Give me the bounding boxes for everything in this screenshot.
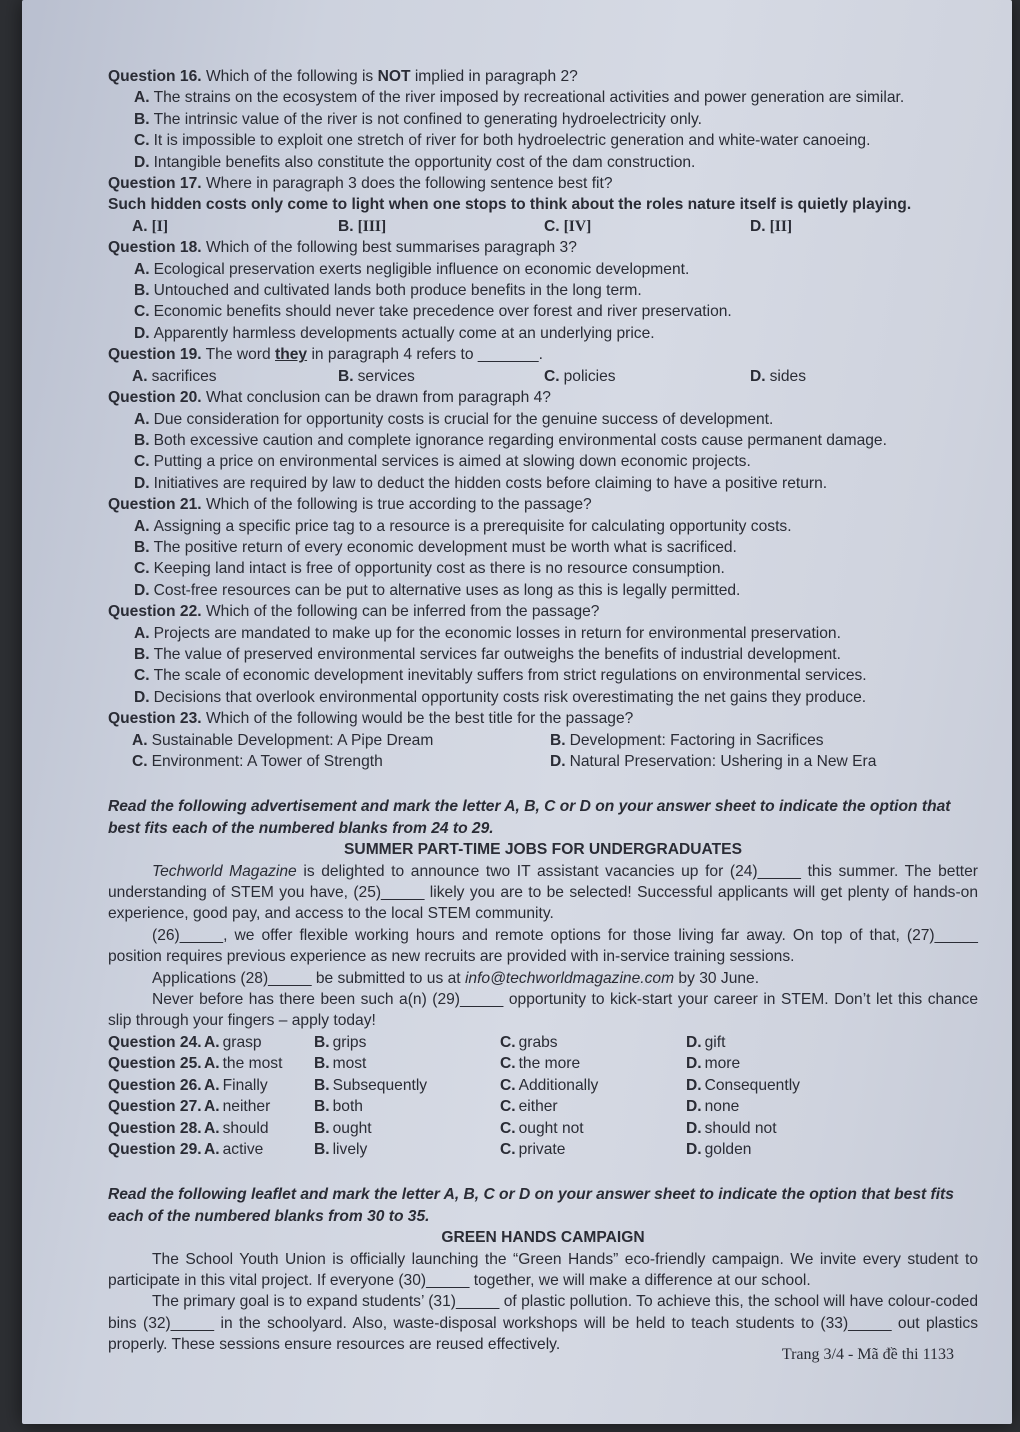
option-25c[interactable] (500, 1053, 686, 1074)
question-stem: in paragraph 4 refers to _______. (311, 346, 543, 364)
question-label: Question 28. (108, 1119, 202, 1137)
paragraph-text: is delighted to announce two IT assistant vacancies up for (24)_____ this summer. The better understanding of STEM you have, (25)_____ likely you are to be selected! Successful applicants will get plenty of hands-on experience, good pay, and access to the local STEM community. (108, 862, 978, 923)
question-stem: Which of the following can be inferred from the passage? (205, 603, 600, 621)
option-letter: D. (686, 1055, 702, 1073)
question-label: Question 25. (108, 1055, 202, 1073)
option-letter: B. (550, 731, 566, 749)
question-stem: Which of the following is true according to the passage? (205, 496, 592, 514)
option-text: ought not (518, 1119, 584, 1137)
option-letter: D. (134, 153, 150, 171)
magazine-name: Techworld Magazine (152, 862, 297, 880)
question-label: Question 23. (108, 710, 202, 728)
option-24d[interactable] (686, 1032, 872, 1053)
option-letter: A. (134, 624, 150, 642)
option-letter: B. (134, 538, 150, 556)
question-label: Question 24. (108, 1033, 202, 1051)
question-label: Question 27. (108, 1098, 202, 1116)
option-18d[interactable] (108, 323, 978, 344)
option-16d[interactable] (108, 152, 978, 173)
option-letter: B. (134, 282, 150, 300)
option-text: most (332, 1055, 367, 1073)
option-22d[interactable] (108, 687, 978, 708)
option-text: Economic benefits should never take precedence over forest and river preservation. (153, 303, 732, 321)
option-text: grabs (518, 1033, 558, 1051)
option-letter: B. (314, 1098, 330, 1116)
option-text: grasp (222, 1033, 262, 1051)
option-28b[interactable] (314, 1118, 500, 1139)
option-27d[interactable] (686, 1096, 872, 1117)
answer-row-27 (108, 1096, 978, 1117)
option-text: The positive return of every economic development must be worth what is sacrificed. (153, 538, 737, 556)
option-text: grips (332, 1033, 367, 1051)
option-text: should not (704, 1119, 777, 1137)
option-text: [IV] (563, 217, 592, 235)
option-text: Cost-free resources can be put to alternative uses as long as this is legally permitted. (153, 581, 741, 599)
option-text: the more (518, 1055, 581, 1073)
option-letter: D. (686, 1033, 702, 1051)
option-text: Subsequently (332, 1076, 428, 1094)
option-text: sides (769, 367, 806, 385)
question-22 (108, 601, 978, 622)
option-25b[interactable] (314, 1053, 500, 1074)
option-letter: D. (134, 581, 150, 599)
option-text: none (704, 1098, 740, 1116)
option-24c[interactable] (500, 1032, 686, 1053)
ad-paragraph-2: (26)_____, we offer flexible working hours and remote options for those living far away. On top of that, (27)_____ position requires previous experience as new recruits are provided with in-service training sessions. (108, 926, 978, 966)
leaflet-paragraph-2: The primary goal is to expand students’ (31)_____ of plastic pollution. To achieve this, the school will have colour-coded bins (32)_____ in the schoolyard. Also, waste-disposal workshops will be held to teach students to (33)_____ out plastics properly. These sessions ensure resources are reused effectively. (108, 1293, 978, 1354)
page-footer: Trang 3/4 - Mã đề thi 1133 (781, 1346, 954, 1363)
option-text: Projects are mandated to make up for the economic losses in return for environmental preservation. (153, 624, 841, 642)
option-letter: A. (204, 1119, 220, 1137)
option-text: Assigning a specific price tag to a resource is a prerequisite for calculating opportunity costs. (153, 517, 792, 535)
option-17c[interactable] (544, 216, 750, 237)
option-text: Development: Factoring in Sacrifices (569, 731, 824, 749)
question-label: Question 17. (108, 175, 202, 193)
option-text: Additionally (518, 1076, 599, 1094)
question-label: Question 20. (108, 389, 202, 407)
option-text: ought (332, 1119, 372, 1137)
option-text: golden (704, 1140, 752, 1158)
option-24b[interactable] (314, 1032, 500, 1053)
option-27c[interactable] (500, 1096, 686, 1117)
answer-row-24 (108, 1032, 978, 1053)
option-text: Putting a price on environmental services is aimed at slowing down economic projects. (153, 453, 751, 471)
option-letter: C. (134, 132, 150, 150)
question-16 (108, 66, 978, 87)
option-text: sacrifices (151, 367, 217, 385)
referenced-word: they (275, 346, 308, 364)
option-25a[interactable] (204, 1053, 314, 1074)
question-stem-emphasis: NOT (377, 68, 411, 85)
option-letter: C. (500, 1119, 516, 1137)
question-20 (108, 387, 978, 408)
option-23c[interactable] (132, 751, 550, 772)
option-text: The scale of economic development inevitably suffers from strict regulations on environmental services. (153, 667, 867, 685)
exam-content (108, 66, 978, 1356)
option-text: [III] (357, 217, 387, 235)
option-27a[interactable] (204, 1096, 314, 1117)
answer-row-25 (108, 1053, 978, 1074)
option-26a[interactable] (204, 1075, 314, 1096)
question-18 (108, 237, 978, 258)
option-29a[interactable] (204, 1139, 314, 1160)
option-letter: C. (134, 667, 150, 685)
option-text: Intangible benefits also constitute the opportunity cost of the dam construction. (153, 153, 696, 171)
option-text: Finally (222, 1076, 268, 1094)
answer-row-26 (108, 1075, 978, 1096)
option-19b[interactable] (338, 366, 544, 387)
option-23b[interactable] (550, 730, 968, 751)
option-letter: A. (134, 410, 150, 428)
ad-paragraph-3 (108, 968, 978, 989)
option-24a[interactable] (204, 1032, 314, 1053)
option-21b[interactable] (108, 537, 978, 558)
option-letter: C. (500, 1033, 516, 1051)
answer-row-29 (108, 1139, 978, 1160)
leaflet-paragraph-1: The School Youth Union is officially launching the “Green Hands” eco-friendly campaign. We invite every student to participate in this vital project. If everyone (30)_____ together, we will make a difference at our school. (108, 1250, 978, 1289)
option-letter: D. (750, 367, 766, 385)
option-text: Both excessive caution and complete ignorance regarding environmental costs cause permanent damage. (153, 431, 887, 449)
options-row-19 (108, 366, 978, 387)
option-text: Natural Preservation: Ushering in a New Era (569, 753, 877, 770)
question-label: Question 19. (108, 346, 202, 364)
option-23d[interactable] (550, 751, 968, 772)
option-letter: A. (132, 367, 148, 385)
option-28a[interactable] (204, 1118, 314, 1139)
option-text: services (357, 367, 415, 385)
option-letter: B. (314, 1076, 330, 1094)
question-stem: Where in paragraph 3 does the following sentence best fit? (205, 175, 613, 193)
question-23 (108, 708, 978, 729)
option-16c[interactable] (108, 130, 978, 151)
option-28d[interactable] (686, 1118, 872, 1139)
option-letter: A. (204, 1140, 220, 1158)
options-row-23-1 (108, 730, 978, 751)
option-letter: B. (338, 217, 354, 235)
option-letter: C. (500, 1140, 516, 1158)
option-16a[interactable] (108, 87, 978, 108)
option-letter: B. (314, 1033, 330, 1051)
option-20b[interactable] (108, 430, 978, 451)
option-text: It is impossible to exploit one stretch of river for both hydroelectric generation and white-water canoeing. (153, 132, 871, 150)
option-18c[interactable] (108, 301, 978, 322)
option-17b[interactable] (338, 216, 544, 237)
option-20c[interactable] (108, 451, 978, 472)
question-label: Question 18. (108, 239, 202, 257)
option-20a[interactable] (108, 409, 978, 430)
question-stem: Which of the following best summarises paragraph 3? (205, 239, 577, 257)
option-text: Keeping land intact is free of opportunity cost as there is no resource consumption. (153, 560, 725, 578)
option-text: Environment: A Tower of Strength (151, 753, 383, 770)
option-letter: B. (338, 367, 354, 385)
option-28c[interactable] (500, 1118, 686, 1139)
option-text: The value of preserved environmental services far outweighs the benefits of industrial development. (153, 645, 841, 663)
option-text: Ecological preservation exerts negligible influence on economic development. (153, 260, 690, 278)
option-text: active (222, 1140, 264, 1158)
question-stem: implied in paragraph 2? (414, 68, 578, 85)
option-29b[interactable] (314, 1139, 500, 1160)
option-19d[interactable] (750, 366, 956, 387)
option-letter: C. (544, 217, 560, 235)
option-26d[interactable] (686, 1075, 872, 1096)
option-letter: B. (134, 645, 150, 663)
paragraph-text: Applications (28)_____ be submitted to us at (152, 969, 461, 987)
ad-title: SUMMER PART-TIME JOBS FOR UNDERGRADUATES (344, 841, 742, 859)
option-letter: D. (686, 1076, 702, 1094)
option-letter: C. (500, 1055, 516, 1073)
option-letter: D. (134, 688, 150, 706)
option-21c[interactable] (108, 558, 978, 579)
option-29c[interactable] (500, 1139, 686, 1160)
options-row-17 (108, 216, 978, 237)
option-text: Decisions that overlook environmental opportunity costs risk overestimating the net gains they produce. (153, 688, 867, 706)
option-letter: D. (686, 1098, 702, 1116)
email-address: info@techworldmagazine.com (464, 969, 675, 987)
exam-sheet (22, 0, 1012, 1424)
question-stem: What conclusion can be drawn from paragraph 4? (205, 389, 551, 407)
option-26c[interactable] (500, 1075, 686, 1096)
option-text: Consequently (704, 1076, 800, 1094)
option-text: gift (704, 1033, 726, 1051)
ad-answer-grid (108, 1032, 978, 1160)
option-text: the most (222, 1055, 283, 1073)
option-letter: A. (204, 1098, 220, 1116)
option-letter: D. (750, 217, 766, 235)
option-letter: B. (314, 1140, 330, 1158)
option-letter: A. (132, 217, 148, 235)
option-letter: B. (314, 1119, 330, 1137)
option-letter: B. (134, 110, 150, 128)
option-20d[interactable] (108, 473, 978, 494)
option-22a[interactable] (108, 623, 978, 644)
option-17a[interactable] (132, 216, 338, 237)
question-label: Question 16. (108, 68, 202, 85)
option-letter: B. (134, 431, 150, 449)
option-letter: B. (314, 1055, 330, 1073)
option-18b[interactable] (108, 280, 978, 301)
question-19 (108, 344, 978, 365)
option-22c[interactable] (108, 665, 978, 686)
question-label: Question 21. (108, 496, 202, 514)
section-instruction-leaflet: Read the following leaflet and mark the letter A, B, C or D on your answer sheet to indicate the option that best fits each of the numbered blanks from 30 to 35. (108, 1186, 954, 1225)
option-text: The strains on the ecosystem of the river imposed by recreational activities and power generation are similar. (153, 89, 905, 107)
ad-paragraph-4: Never before has there been such a(n) (29)_____ opportunity to kick-start your career in STEM. Don’t let this chance slip through your fingers – apply today! (108, 991, 978, 1030)
question-label: Question 26. (108, 1076, 202, 1094)
question-stem: Which of the following would be the best title for the passage? (205, 710, 634, 728)
option-text: either (518, 1098, 558, 1116)
option-17d[interactable] (750, 216, 956, 237)
option-letter: A. (204, 1033, 220, 1051)
option-letter: C. (132, 753, 148, 770)
option-text: both (332, 1098, 363, 1116)
option-26b[interactable] (314, 1075, 500, 1096)
option-29d[interactable] (686, 1139, 872, 1160)
option-text: lively (332, 1140, 368, 1158)
option-27b[interactable] (314, 1096, 500, 1117)
option-text: Apparently harmless developments actually come at an underlying price. (153, 324, 655, 342)
option-letter: A. (134, 89, 150, 107)
option-letter: C. (544, 367, 560, 385)
option-letter: D. (134, 474, 150, 492)
question-stem: Which of the following is (205, 68, 374, 85)
option-letter: A. (204, 1076, 220, 1094)
section-instruction-ad: Read the following advertisement and mark the letter A, B, C or D on your answer sheet to indicate the option that best fits each of the numbered blanks from 24 to 29. (108, 798, 951, 837)
question-stem: The word (205, 346, 271, 364)
option-text: Initiatives are required by law to deduct the hidden costs before claiming to have a positive return. (153, 474, 828, 492)
option-letter: C. (134, 560, 150, 578)
option-text: [I] (151, 217, 169, 235)
option-text: policies (563, 367, 616, 385)
option-letter: A. (204, 1055, 220, 1073)
option-23a[interactable] (132, 730, 550, 751)
option-letter: C. (500, 1098, 516, 1116)
option-letter: C. (134, 453, 150, 471)
option-text: Untouched and cultivated lands both produce benefits in the long term. (153, 282, 642, 300)
answer-row-28 (108, 1118, 978, 1139)
question-17 (108, 173, 978, 194)
option-letter: D. (686, 1140, 702, 1158)
leaflet-title: GREEN HANDS CAMPAIGN (441, 1229, 645, 1247)
option-16b[interactable] (108, 109, 978, 130)
option-text: Sustainable Development: A Pipe Dream (151, 731, 434, 749)
option-text: The intrinsic value of the river is not confined to generating hydroelectricity only. (153, 110, 702, 128)
paragraph-text: by 30 June. (678, 969, 760, 987)
option-text: should (222, 1119, 269, 1137)
question-label: Question 29. (108, 1140, 202, 1158)
option-25d[interactable] (686, 1053, 872, 1074)
option-text: Due consideration for opportunity costs is crucial for the genuine success of development. (153, 410, 774, 428)
option-letter: A. (132, 731, 148, 749)
option-letter: D. (550, 753, 566, 770)
option-21a[interactable] (108, 516, 978, 537)
option-19c[interactable] (544, 366, 750, 387)
option-19a[interactable] (132, 366, 338, 387)
option-letter: A. (134, 517, 150, 535)
insert-sentence: Such hidden costs only come to light when one stops to think about the roles nature itself is quietly playing. (108, 196, 912, 214)
option-text: more (704, 1055, 741, 1073)
option-text: [II] (769, 217, 793, 235)
option-text: private (518, 1140, 566, 1158)
question-label: Question 22. (108, 603, 202, 621)
option-22b[interactable] (108, 644, 978, 665)
option-letter: C. (134, 303, 150, 321)
options-row-23-2 (108, 751, 978, 772)
option-18a[interactable] (108, 259, 978, 280)
option-21d[interactable] (108, 580, 978, 601)
option-letter: D. (686, 1119, 702, 1137)
option-letter: D. (134, 324, 150, 342)
option-letter: A. (134, 260, 150, 278)
ad-paragraph-1 (108, 861, 978, 925)
question-21 (108, 494, 978, 515)
option-text: neither (222, 1098, 271, 1116)
option-letter: C. (500, 1076, 516, 1094)
